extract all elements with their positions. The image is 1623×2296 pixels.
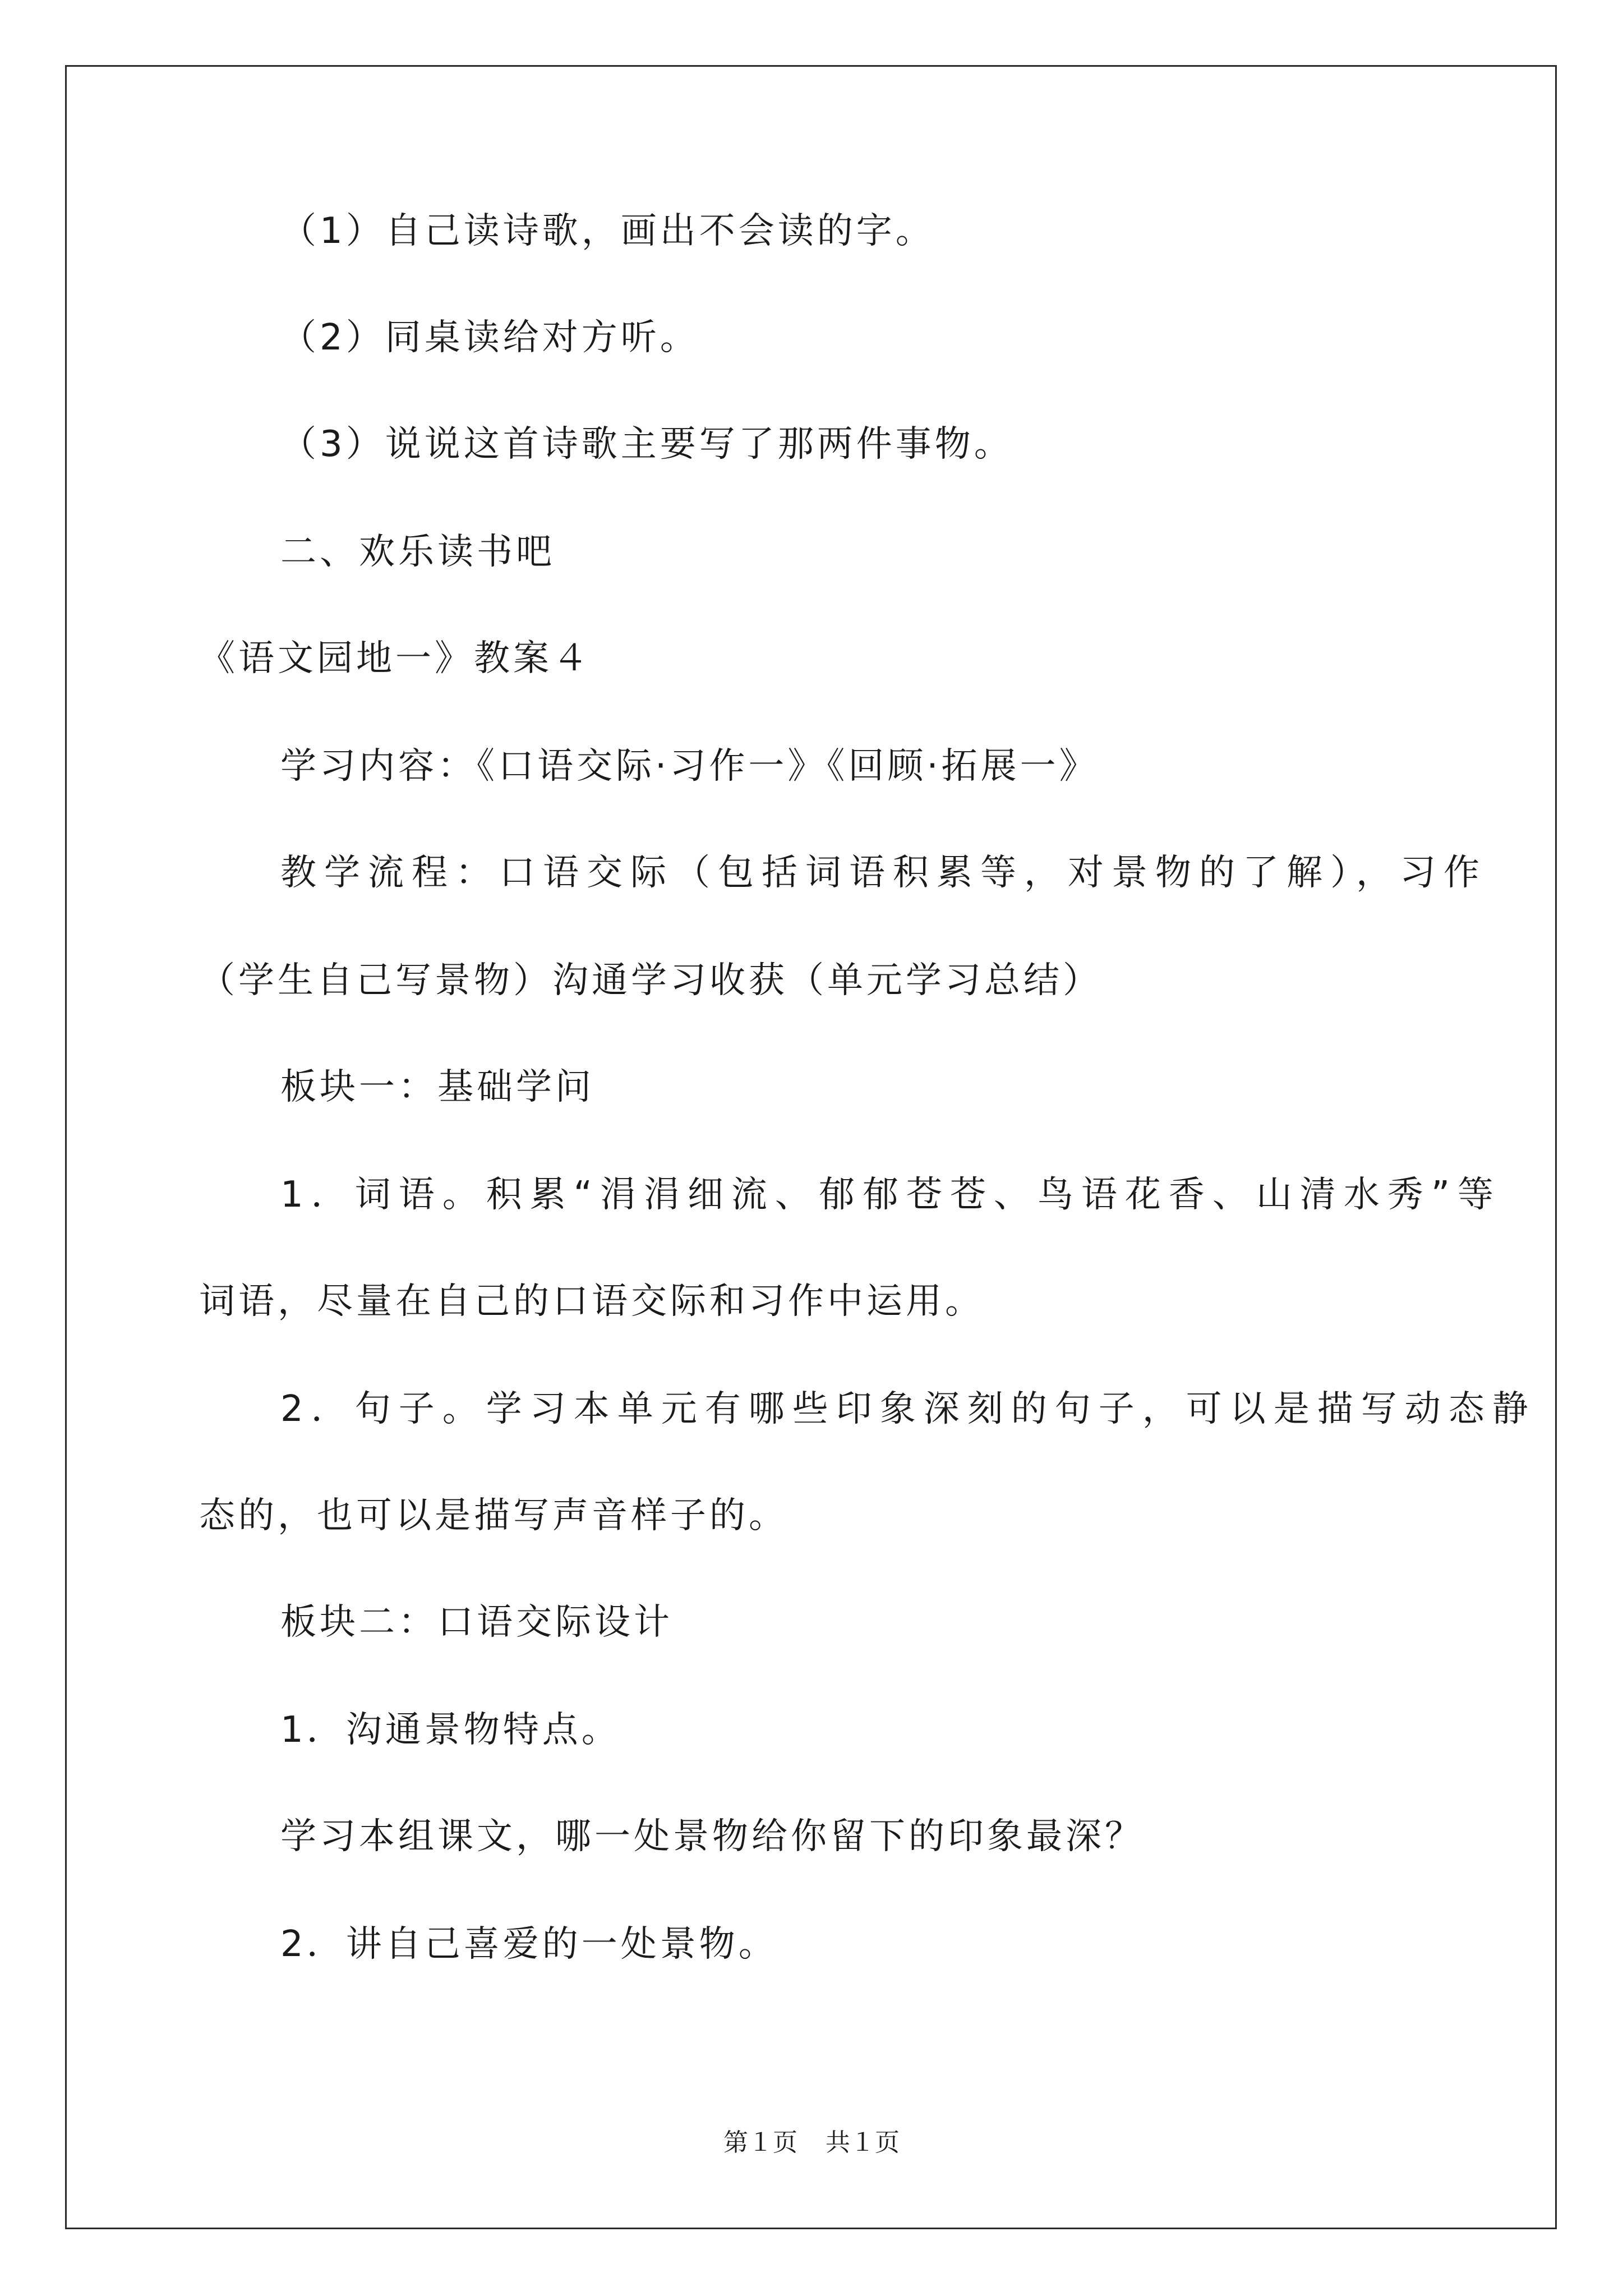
paragraph-line: （2）同桌读给对方听。 [280, 317, 699, 358]
page-total: 共１页 [826, 2128, 900, 2157]
page-footer [0, 2127, 1623, 2159]
paragraph-line: 词语，尽量在自己的口语交际和习作中运用。 [199, 1281, 984, 1322]
paragraph-line: 1．词语。积累“涓涓细流、郁郁苍苍、鸟语花香、山清水秀”等 [280, 1174, 1502, 1216]
paragraph-line: 态的，也可以是描写声音样子的。 [199, 1495, 788, 1536]
section-heading: 板块二：口语交际设计 [280, 1602, 673, 1643]
paragraph-line: 学习内容：《口语交际·习作一》《回顾·拓展一》 [280, 746, 1099, 787]
page-current: 第１页 [723, 2128, 797, 2157]
paragraph-line: 学习本组课文，哪一处景物给你留下的印象最深？ [280, 1816, 1144, 1857]
paragraph-line: 2．讲自己喜爱的一处景物。 [280, 1924, 778, 1965]
paragraph-line: （3）说说这首诗歌主要写了那两件事物。 [280, 424, 1013, 465]
document-title: 《语文园地一》教案４ [199, 638, 592, 679]
section-heading: 二、欢乐读书吧 [280, 531, 555, 573]
paragraph-line: 1．沟通景物特点。 [280, 1709, 621, 1751]
page-border [65, 65, 1557, 2229]
paragraph-line: 2．句子。学习本单元有哪些印象深刻的句子，可以是描写动态静 [280, 1388, 1536, 1430]
paragraph-line: 教学流程：口语交际（包括词语积累等，对景物的了解），习作 [280, 852, 1487, 894]
paragraph-line: （1）自己读诗歌，画出不会读的字。 [280, 210, 935, 252]
paragraph-line: （学生自己写景物）沟通学习收获（单元学习总结） [199, 960, 1102, 1001]
section-heading: 板块一：基础学问 [280, 1066, 594, 1108]
